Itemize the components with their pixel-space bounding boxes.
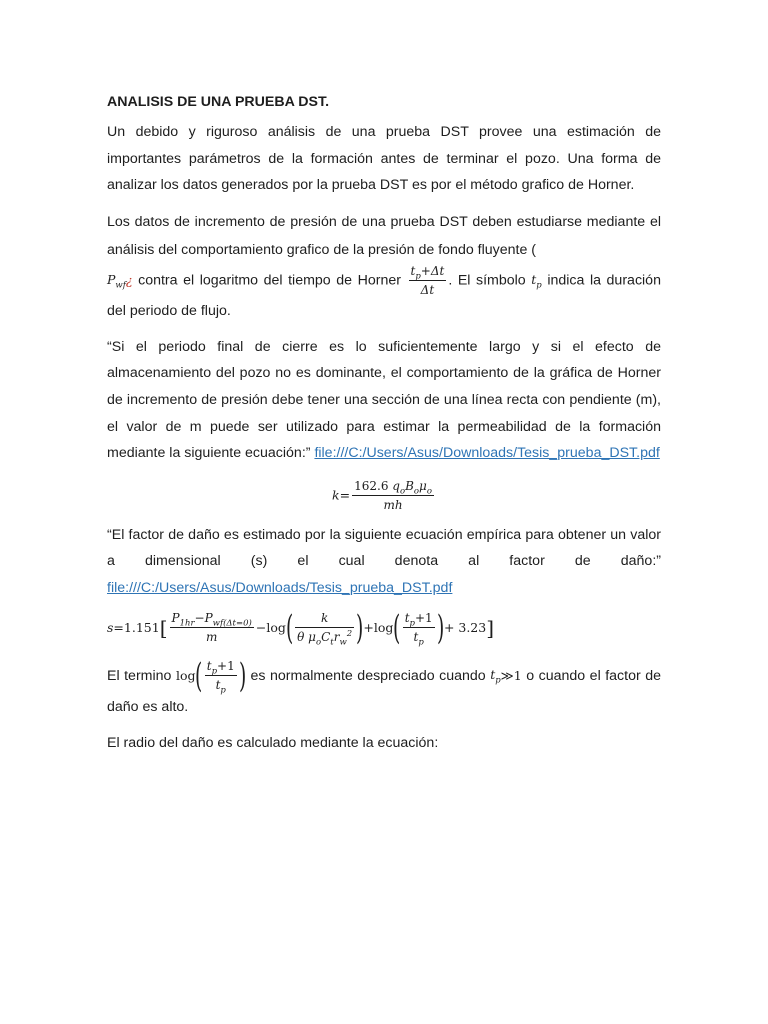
skin-time-fraction: $\frac{t_p+1}{t_p}$ [404, 611, 433, 648]
paragraph-damage-radius: El radio del daño es calculado mediante la ecuación: [107, 734, 439, 751]
section-title: ANALISIS DE UNA PRUEBA DST. [107, 94, 330, 110]
document-page [107, 92, 661, 765]
source-link-permeability[interactable]: file:///C:/Users/Asus/Downloads/Tesis_prueba_DST.pdf [314, 445, 660, 462]
paragraph-horner-method [107, 208, 661, 325]
horner-time-fraction: $\frac{t_p+\Delta t}{\Delta t}$ [410, 263, 445, 297]
paragraph-skin-factor [107, 522, 661, 602]
log-term-fraction: $\frac{t_p+1}{t_p}$ [206, 659, 235, 696]
paragraph-skin-text: “El factor de daño es estimado por la siguiente ecuación empírica para obtener un valor a dimensional (s) el cual denota al factor de daño:” [107, 526, 661, 570]
paragraph-log-text-a: El termino [107, 667, 172, 684]
skin-pressure-fraction: $\frac{P_{1hr}-P_{wf(\Delta t=0)}}{m}$ [171, 611, 252, 645]
paragraph-log-text-c: o cuando el factor de daño es alto. [107, 667, 661, 715]
paragraph-permeability-text: “Si el periodo final de cierre es lo suficientemente largo y si el efecto de almacenamiento del pozo no es dominante, el comportamiento de la gráfica de Horner de incremento de presión debe tener una sección de una línea recta con pendiente (m), el valor de m puede ser utilizado para estimar la permeabilidad de la formación mediante la siguiente ecuación:” [107, 338, 661, 462]
paragraph-horner-text-b: contra el logaritmo del tiempo de Horner [138, 272, 401, 289]
paragraph-log-text-b: es normalmente despreciado cuando [250, 667, 486, 684]
k-lhs: k= [332, 487, 351, 502]
skin-factor-equation: s=1.151[ $\frac{P_{1hr}-P_{wf(\Delta t=0)}}{m}$ −log( $\frac{k}{\theta \mu_oC_tr_w^2}$ )+log( $\frac{t_p+1}{t_p}$ )+ 3.23] [107, 607, 495, 648]
tp-symbol-2: $t_p$ [490, 667, 501, 686]
pwf-symbol: $P_{wf}$ [107, 272, 126, 291]
source-link-skin[interactable]: file:///C:/Users/Asus/Downloads/Tesis_prueba_DST.pdf [107, 579, 453, 596]
pwf-encoding-artifact: ¿ [125, 272, 133, 288]
permeability-fraction: $\frac{162.6 q_oB_o\mu_o}{mh}$ [354, 478, 432, 512]
paragraph-horner-text-c: . El símbolo [448, 272, 526, 289]
paragraph-intro: Un debido y riguroso análisis de una prueba DST provee una estimación de importantes parámetros de la formación antes de terminar el pozo. Una forma de analizar los datos generados por la prueba DST es por el método grafico de Horner. [107, 124, 661, 194]
permeability-equation [107, 479, 661, 512]
much-greater-symbol: ≫ [500, 667, 514, 683]
tp-symbol: $t_p$ [531, 272, 542, 291]
paragraph-log-term: El termino log( $\frac{t_p+1}{t_p}$ ) es normalmente despreciado cuando $t_p≫1$ o cuando el factor de daño es alto. [107, 655, 661, 715]
paragraph-horner-text-a: Los datos de incremento de presión de una prueba DST deben estudiarse mediante el análisis del comportamiento grafico de la presión de fondo fluyente ( [107, 213, 661, 258]
skin-permeability-fraction: $\frac{k}{\theta \mu_oC_tr_w^2}$ [297, 611, 353, 648]
paragraph-horner-text-d: indica la duración del periodo de flujo. [107, 272, 661, 319]
paragraph-permeability [107, 334, 661, 467]
